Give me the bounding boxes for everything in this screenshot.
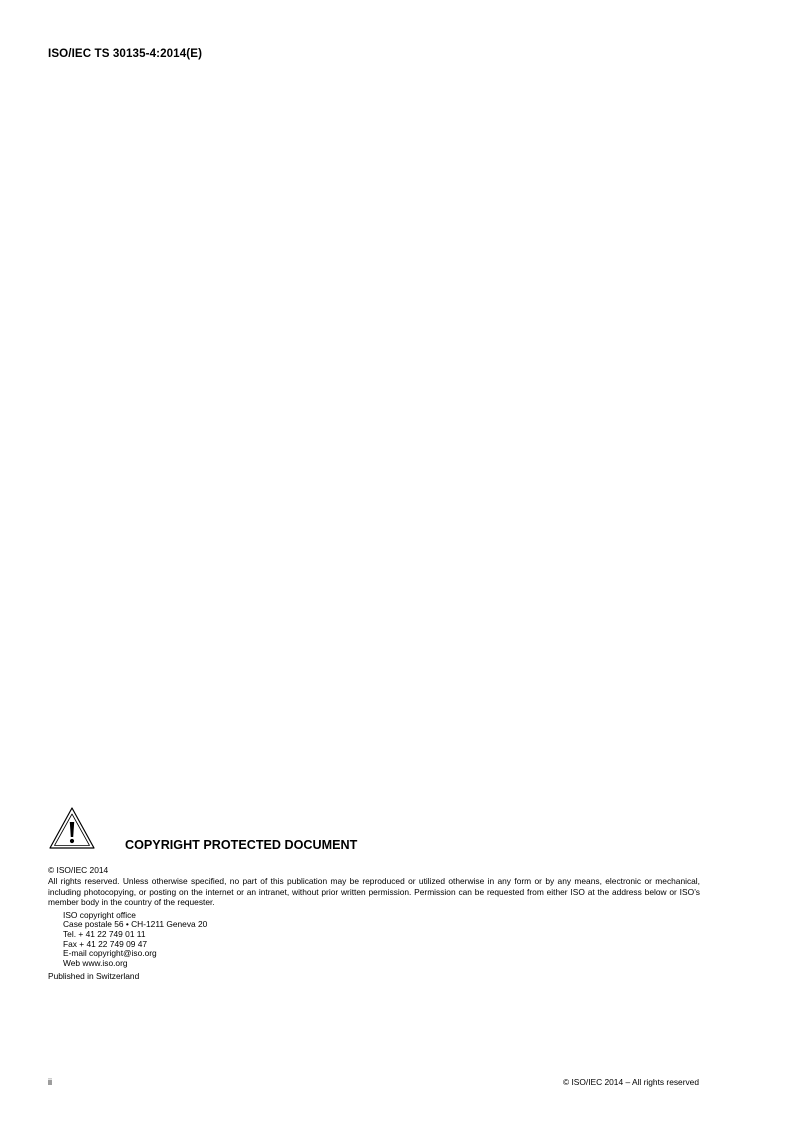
address-line: Tel. + 41 22 749 01 11	[63, 928, 146, 939]
copyright-protected-title: COPYRIGHT PROTECTED DOCUMENT	[125, 838, 358, 852]
rights-statement: All rights reserved. Unless otherwise specified, no part of this publication may be reproduced or utilized otherwise in any form or by any means, electronic or mechanical, including photocopying, or posting on the internet or an intranet, without prior written permission. Permission can be requested from either ISO at the address below or ISO’s member body in the country of the requester.	[48, 876, 700, 908]
copyright-title-row	[48, 806, 700, 854]
copyright-notice	[48, 806, 700, 982]
warning-triangle-icon	[48, 806, 96, 850]
address-line: Web www.iso.org	[63, 957, 128, 968]
published-location: Published in Switzerland	[48, 971, 140, 982]
address-line: Case postale 56 • CH-1211 Geneva 20	[63, 919, 208, 930]
page-number: ii	[48, 1077, 52, 1087]
address-line: Fax + 41 22 749 09 47	[63, 938, 148, 949]
address-line: ISO copyright office	[63, 909, 136, 920]
copyright-year: © ISO/IEC 2014	[48, 865, 109, 875]
footer-rights: © ISO/IEC 2014 – All rights reserved	[562, 1077, 699, 1087]
document-header: ISO/IEC TS 30135-4:2014(E)	[48, 47, 203, 60]
iso-address	[48, 911, 700, 969]
address-line: E-mail copyright@iso.org	[63, 948, 157, 959]
